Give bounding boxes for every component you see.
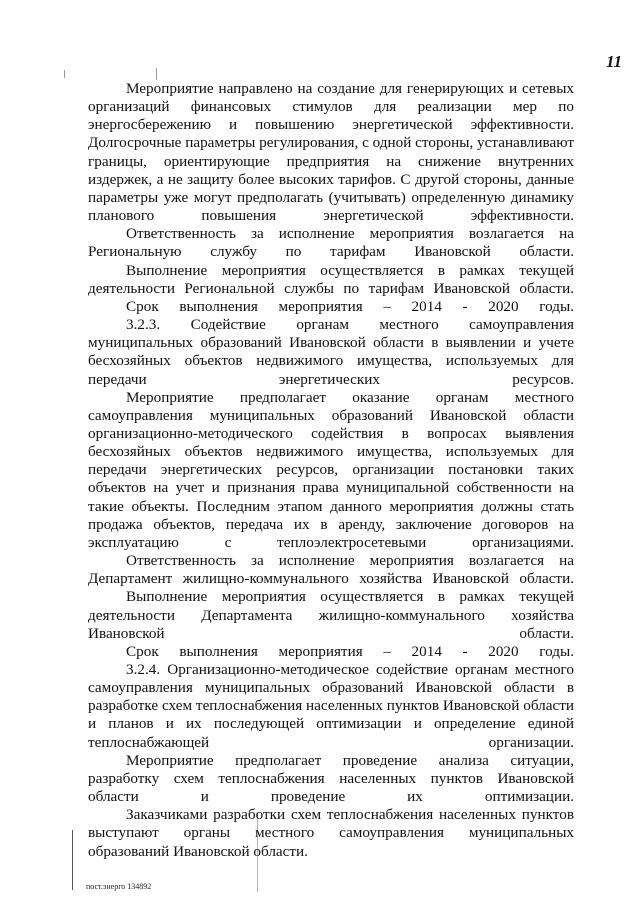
paragraph-section-3-2-4 — [88, 661, 574, 752]
text-line: и планов и их последующей оптимизации и определение единой — [88, 715, 574, 733]
scan-mark — [156, 68, 157, 80]
paragraph-deadline-2 — [88, 643, 574, 661]
text-line: объектов недвижимого имущества, используемых для передачи — [88, 352, 574, 388]
paragraph-customers — [88, 806, 574, 860]
text-line: энергосбережению и повышению энергетической эффективности. — [88, 116, 574, 134]
text-line: границы, ориентирующие предприятия на снижение внутренних издержек, — [88, 152, 574, 188]
scan-mark — [72, 830, 73, 890]
text-line: Срок выполнения мероприятия – 2014 - 2020 годы. — [126, 642, 574, 660]
text-line: организаций финансовых стимулов для реализации мер по — [88, 98, 574, 116]
text-line: разработку схем теплоснабжения населенных пунктов Ивановской области — [88, 769, 574, 806]
paragraph-responsibility-1 — [88, 225, 574, 261]
text-line: Выполнение мероприятия осуществляется в рамках текущей — [126, 261, 574, 279]
paragraph-execution-2 — [88, 588, 574, 642]
text-line: самоуправления муниципальных образований Ивановской области — [88, 406, 574, 424]
paragraph-section-3-2-3 — [88, 316, 574, 389]
text-line: а не защиту более высоких тарифов. С другой стороны, данные параметры — [88, 170, 574, 206]
paragraph-ownerless-objects — [88, 389, 574, 552]
text-line: энергетических ресурсов. — [278, 370, 574, 388]
text-line: эксплуатацию с теплоэлектросетевыми организациями. — [88, 533, 574, 551]
footer-doc-code: пост.энерго 134892 — [86, 882, 152, 891]
text-line: Департамент жилищно-коммунального хозяйства Ивановской области. — [88, 570, 574, 588]
text-line: самоуправления муниципальных образований Ивановской области в — [88, 679, 574, 697]
paragraph-execution-1 — [88, 262, 574, 298]
text-line: Ответственность за исполнение мероприятия возлагается на — [126, 552, 574, 570]
text-line: объектов на учет и признания права муниципальной собственности на — [88, 479, 574, 497]
text-line: деятельности Департамента жилищно-коммунального хозяйства — [88, 606, 574, 624]
text-line: выступают органы местного самоуправления муниципальных образований — [88, 824, 574, 860]
scan-mark — [64, 70, 65, 78]
page-number: 11 — [606, 52, 623, 71]
text-line: такие объекты. Последним этапом данного мероприятия должны стать — [88, 497, 574, 515]
text-line: продажа объектов, передача их в аренду, заключение договоров на — [88, 515, 574, 533]
text-line: Ивановской области. — [88, 624, 574, 642]
text-line: Долгосрочные параметры регулирования, с одной стороны, устанавливают — [88, 134, 574, 152]
text-line: Мероприятие предполагает проведение анализа ситуации, — [126, 751, 574, 769]
text-line: Мероприятие предполагает оказание органам местного — [126, 388, 574, 406]
text-line: деятельности Региональной службы по тарифам Ивановской области. — [88, 279, 574, 297]
text-line: передачи энергетических ресурсов, организации постановки таких — [88, 461, 574, 479]
text-line: теплоснабжающей организации. — [88, 733, 574, 751]
document-body — [88, 80, 574, 861]
paragraph-heat-supply-schemes — [88, 752, 574, 806]
text-line: и проведение их оптимизации. — [200, 788, 574, 806]
paragraph-responsibility-2 — [88, 552, 574, 588]
text-line: 3.2.4. Организационно-методическое содействие органам местного — [126, 661, 574, 678]
text-line: организационно-методического содействия в вопросах выявления — [88, 424, 574, 442]
paragraph-incentives — [88, 80, 574, 225]
text-line: бесхозяйных объектов недвижимого имущества, используемых для — [88, 443, 574, 461]
text-line: Заказчиками разработки схем теплоснабжения населенных пунктов — [126, 806, 574, 824]
text-line: Ивановской области. — [173, 842, 308, 860]
text-line: Выполнение мероприятия осуществляется в рамках текущей — [126, 588, 574, 606]
text-line: 3.2.3. Содействие органам местного самоуправления муниципальных — [88, 316, 574, 352]
text-line: образований Ивановской области в выявлении и учете бесхозяйных — [88, 334, 574, 370]
text-line: Ответственность за исполнение мероприятия возлагается на — [126, 225, 574, 243]
text-line: Мероприятие направлено на создание для генерирующих и сетевых — [126, 80, 574, 97]
text-line: уже могут предполагать (учитывать) определенную динамику планового — [88, 188, 575, 225]
text-line: разработке схем теплоснабжения населенных пунктов Ивановской области — [88, 697, 574, 715]
text-line: повышения энергетической эффективности. — [201, 207, 574, 225]
text-line: Срок выполнения мероприятия – 2014 - 2020 годы. — [126, 297, 574, 315]
text-line: Региональную службу по тарифам Ивановской области. — [88, 243, 574, 261]
paragraph-deadline-1 — [88, 298, 574, 316]
